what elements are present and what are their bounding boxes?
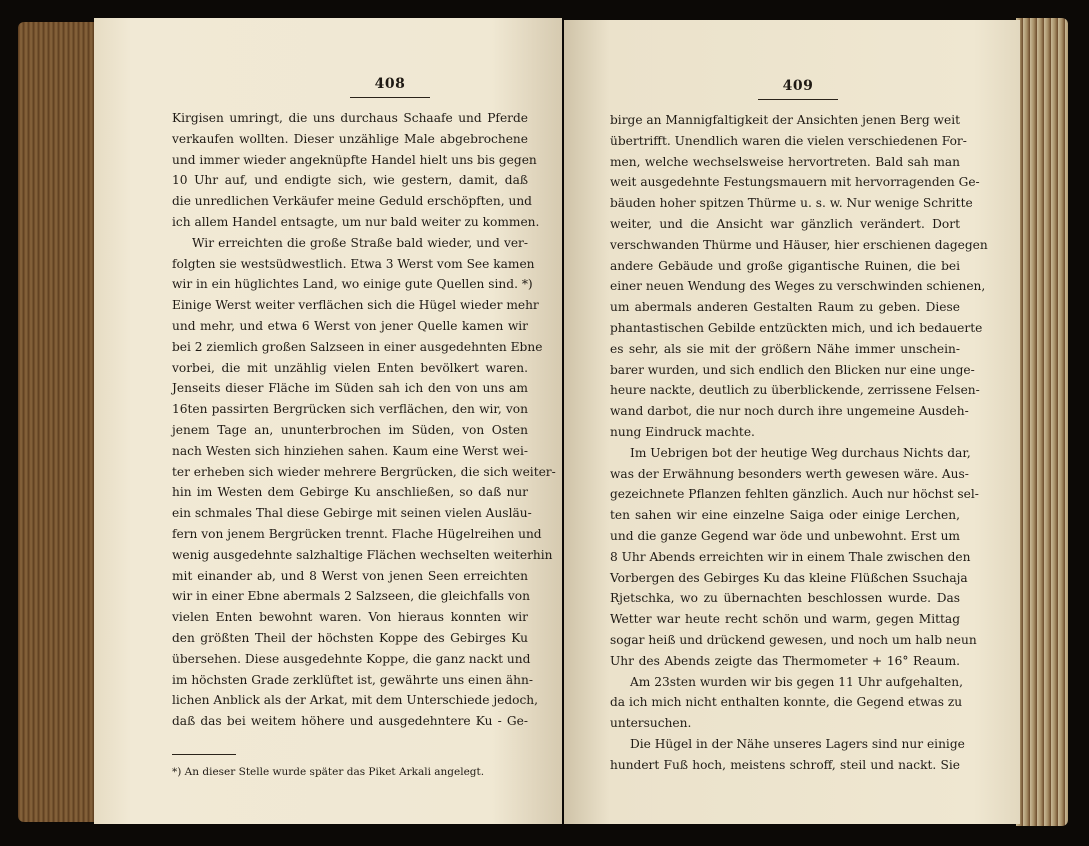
text-line: Rjetschka, wo zu übernachten beschlossen wurde. Das <box>610 591 960 606</box>
text-line: wenig ausgedehnte salzhaltige Flächen wechselten weiterhin <box>172 547 553 562</box>
text-line: verschwanden Thürme und Häuser, hier erschienen dagegen <box>610 237 988 252</box>
text-line: untersuchen. <box>610 716 692 731</box>
text-line: hundert Fuß hoch, meistens schroff, steil und nackt. Sie <box>610 757 960 772</box>
text-line: verkaufen wollten. Dieser unzählige Male abgebrochene <box>172 131 528 146</box>
text-line: wir in einer Ebne abermals 2 Salzseen, die gleichfalls von <box>172 589 530 604</box>
text-line: bäuden hoher spitzen Thürme u. s. w. Nur wenige Schritte <box>610 196 973 211</box>
text-line: Wetter war heute recht schön und warm, gegen Mittag <box>610 612 960 627</box>
text-line: Wir erreichten die große Straße bald wieder, und ver- <box>192 235 528 250</box>
book-edge-left <box>18 22 106 822</box>
text-line: im höchsten Grade zerklüftet ist, gewährte uns einen ähn- <box>172 672 533 687</box>
text-line: heure nackte, deutlich zu überblickende, zerrissene Felsen- <box>610 383 980 398</box>
text-line: andere Gebäude und große gigantische Ruinen, die bei <box>610 258 960 273</box>
text-line: men, welche wechselsweise hervortreten. Bald sah man <box>610 154 960 169</box>
text-line: und mehr, und etwa 6 Werst von jener Quelle kamen wir <box>172 318 528 333</box>
text-line: die unredlichen Verkäufer meine Geduld erschöpften, und <box>172 194 532 209</box>
text-line: Jenseits dieser Fläche im Süden sah ich den von uns am <box>172 381 528 396</box>
left-page-text <box>172 108 556 732</box>
text-line: ten sahen wir eine einzelne Saiga oder einige Lerchen, <box>610 508 960 523</box>
text-line: es sehr, als sie mit der größern Nähe immer unschein- <box>610 341 960 356</box>
left-page <box>94 18 562 824</box>
footnote-rule <box>172 754 236 755</box>
page-number: 409 <box>758 78 838 100</box>
text-line: birge an Mannigfaltigkeit der Ansichten jenen Berg weit <box>610 113 960 127</box>
text-line: fern von jenem Bergrücken trennt. Flache Hügelreihen und <box>172 526 542 541</box>
text-line: ein schmales Thal diese Gebirge mit seinen vielen Ausläu- <box>172 506 532 521</box>
text-line: übertrifft. Unendlich waren die vielen verschiedenen For- <box>610 133 967 148</box>
text-line: nach Westen sich hinziehen sahen. Kaum eine Werst wei- <box>172 443 528 458</box>
text-line: lichen Anblick als der Arkat, mit dem Unterschiede jedoch, <box>172 693 539 708</box>
text-line: weit ausgedehnte Festungsmauern mit hervorragenden Ge- <box>610 175 980 190</box>
text-line: was der Erwähnung besonders werth gewesen wäre. Aus- <box>610 466 969 481</box>
text-line: einer neuen Wendung des Weges zu verschwinden schienen, <box>610 279 986 294</box>
text-line: phantastischen Gebilde entzückten mich, und ich bedauerte <box>610 320 983 335</box>
text-line: Die Hügel in der Nähe unseres Lagers sind nur einige <box>630 736 965 751</box>
text-line: gezeichnete Pflanzen fehlten gänzlich. Auch nur höchst sel- <box>610 487 979 502</box>
text-line: den größten Theil der höchsten Koppe des Gebirges Ku <box>172 630 528 645</box>
book-edge-right <box>1016 18 1068 826</box>
text-line: ter erheben sich wieder mehrere Bergrücken, die sich weiter- <box>172 464 556 479</box>
right-page <box>564 20 1020 824</box>
text-line: mit einander ab, und 8 Werst von jenen Seen erreichten <box>172 568 528 583</box>
page-number: 408 <box>350 76 430 98</box>
text-line: und immer wieder angeknüpfte Handel hielt uns bis gegen <box>172 152 537 167</box>
text-line: da ich mich nicht enthalten konnte, die Gegend etwas zu <box>610 695 963 710</box>
text-line: vielen Enten bewohnt waren. Von hieraus konnten wir <box>172 610 528 625</box>
right-page-text <box>610 110 988 776</box>
text-line: jenem Tage an, ununterbrochen im Süden, von Osten <box>172 422 528 437</box>
text-line: 8 Uhr Abends erreichten wir in einem Thale zwischen den <box>610 549 971 564</box>
text-line: Uhr des Abends zeigte das Thermometer + 16° Reaum. <box>610 653 960 668</box>
text-line: Kirgisen umringt, die uns durchaus Schaafe und Pferde <box>172 111 528 125</box>
text-line: nung Eindruck machte. <box>610 424 755 439</box>
text-line: daß das bei weitem höhere und ausgedehntere Ku - Ge- <box>172 714 528 729</box>
text-line: um abermals anderen Gestalten Raum zu geben. Diese <box>610 300 960 315</box>
text-line: bei 2 ziemlich großen Salzseen in einer ausgedehnten Ebne <box>172 339 543 354</box>
text-line: weiter, und die Ansicht war gänzlich verändert. Dort <box>610 216 960 231</box>
text-line: Am 23sten wurden wir bis gegen 11 Uhr aufgehalten, <box>630 674 963 689</box>
footnote: *) An dieser Stelle wurde später das Piket Arkali angelegt. <box>172 765 485 778</box>
text-line: barer wurden, und sich endlich den Blicken nur eine unge- <box>610 362 975 377</box>
text-line: und die ganze Gegend war öde und unbewohnt. Erst um <box>610 528 960 543</box>
text-line: wir in ein hüglichtes Land, wo einige gute Quellen sind. *) <box>172 277 533 292</box>
text-line: 10 Uhr auf, und endigte sich, wie gestern, damit, daß <box>172 173 528 188</box>
text-line: 16ten passirten Bergrücken sich verflächen, den wir, von <box>172 402 528 417</box>
text-line: folgten sie westsüdwestlich. Etwa 3 Werst vom See kamen <box>172 256 535 271</box>
text-line: sogar heiß und drückend gewesen, und noch um halb neun <box>610 632 977 647</box>
text-line: Im Uebrigen bot der heutige Weg durchaus Nichts dar, <box>630 445 971 460</box>
text-line: Einige Werst weiter verflächen sich die Hügel wieder mehr <box>172 298 539 313</box>
text-line: wand darbot, die nur noch durch ihre ungemeine Ausdeh- <box>610 404 969 419</box>
text-line: übersehen. Diese ausgedehnte Koppe, die ganz nackt und <box>172 651 531 666</box>
text-line: ich allem Handel entsagte, um nur bald weiter zu kommen. <box>172 214 540 229</box>
text-line: vorbei, die mit unzählig vielen Enten bevölkert waren. <box>172 360 528 375</box>
text-line: Vorbergen des Gebirges Ku das kleine Flüßchen Ssuchaja <box>610 570 968 585</box>
text-line: hin im Westen dem Gebirge Ku anschließen, so daß nur <box>172 485 528 500</box>
